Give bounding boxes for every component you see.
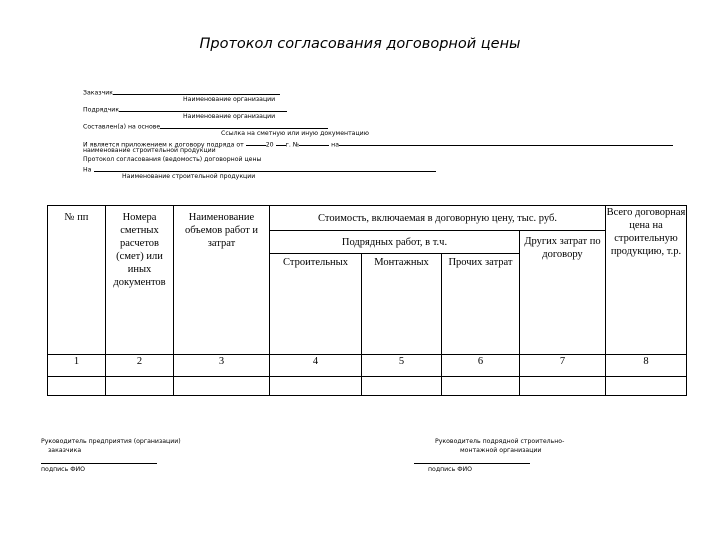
product-caption-2: Наименование строительной продукции [122,172,256,180]
org-name-caption-2: Наименование организации [183,112,276,120]
header-other-contract-costs: Других затрат по договору [520,231,606,355]
header-cost: Стоимость, включаемая в договорную цену, тыс. руб. [270,206,606,231]
appendix-date-field[interactable] [246,139,266,147]
table-cell[interactable] [520,377,606,396]
protocol-line: Протокол согласования (ведомость) договорной цены [83,155,262,163]
contractor-line [83,104,713,113]
table-cell[interactable] [48,377,106,396]
column-number-7: 7 [520,355,606,377]
page-title: Протокол согласования договорной цены [199,36,521,52]
contractor-label: Подрядчик [83,106,120,114]
product-caption: наименование строительной продукции [83,147,216,155]
left-signature-line[interactable] [41,463,157,464]
reference-caption: Ссылка на сметную или иную документацию [221,129,369,137]
left-signature-title-1: Руководитель предприятия (организации) [41,438,181,445]
on-line [83,164,713,173]
header-work-names: Наименование объемов работ и затрат [174,206,270,355]
table-cell[interactable] [362,377,442,396]
right-signature-line[interactable] [414,463,530,464]
header-estimates: Номера сметных расчетов (смет) или иных документов [106,206,174,355]
right-signature-caption: подпись ФИО [428,466,473,473]
compiled-line [83,121,713,130]
appendix-part3: на [331,141,339,149]
header-block [83,87,713,182]
table-cell[interactable] [442,377,520,396]
header-contract-works: Подрядных работ, в т.ч. [270,231,520,254]
column-numbers-row [48,355,687,377]
table-cell[interactable] [174,377,270,396]
price-table [47,205,687,396]
header-total-price: Всего договорная цена на строительную продукцию, т.р. [606,206,687,355]
table-cell[interactable] [606,377,687,396]
table-row [48,377,687,396]
column-number-8: 8 [606,355,687,377]
on-label: На [83,166,92,174]
column-number-1: 1 [48,355,106,377]
column-number-6: 6 [442,355,520,377]
table-cell[interactable] [106,377,174,396]
appendix-subject-field[interactable] [339,139,673,147]
column-number-5: 5 [362,355,442,377]
compiled-field[interactable] [160,121,328,129]
right-signature-title-2: монтажной организации [460,447,542,454]
header-other-costs: Прочих затрат [442,254,520,355]
org-name-caption-1: Наименование организации [183,95,276,103]
customer-label: Заказчик [83,89,113,97]
appendix-number-field[interactable] [299,139,329,147]
appendix-line [83,139,713,148]
header-installation: Монтажных [362,254,442,355]
contractor-field[interactable] [119,104,287,112]
appendix-year-field[interactable] [276,139,286,147]
table-cell[interactable] [270,377,362,396]
header-construction: Строительных [270,254,362,355]
customer-line [83,87,713,96]
right-signature-title-1: Руководитель подрядной строительно- [435,438,565,445]
on-field[interactable] [94,164,436,172]
column-number-2: 2 [106,355,174,377]
left-signature-caption: подпись ФИО [41,466,86,473]
header-number: № пп [48,206,106,355]
appendix-part2: г. № [285,141,300,149]
column-number-4: 4 [270,355,362,377]
compiled-label: Составлен(а) на основе [83,123,161,131]
column-number-3: 3 [174,355,270,377]
left-signature-title-2: заказчика [48,447,82,454]
appendix-year: 20 [265,141,274,149]
customer-field[interactable] [113,87,280,95]
appendix-part1: И является приложением к договору подряда от [83,141,244,149]
